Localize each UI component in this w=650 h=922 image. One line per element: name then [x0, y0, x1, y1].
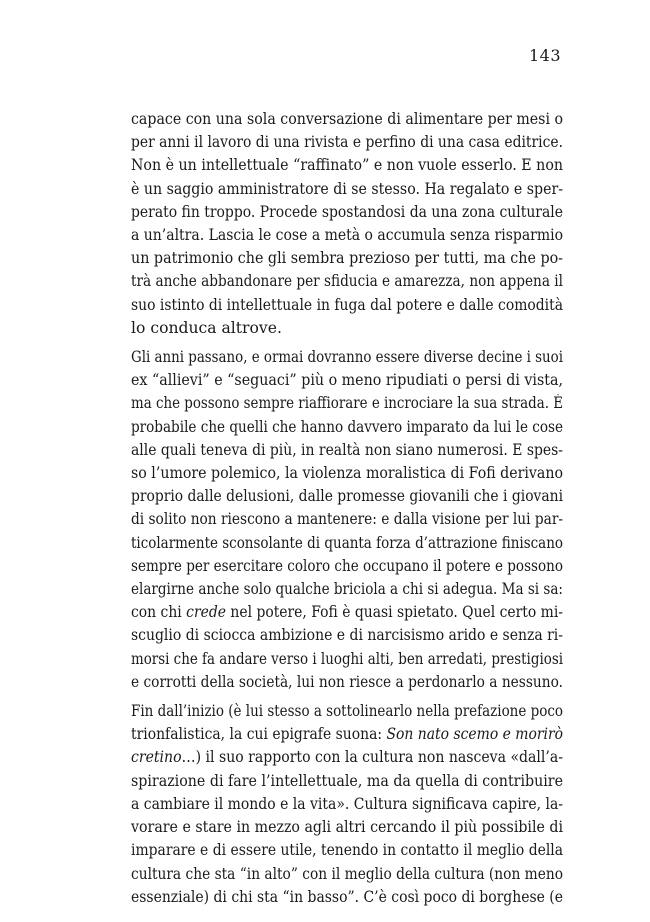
body-text [131, 108, 563, 915]
text-line: suo istinto di intellettuale in fuga dal potere e dalle comodità [131, 295, 564, 314]
italic-text: crede [186, 603, 226, 622]
text-line: Fin dall’inizio (è lui stesso a sottolinearlo nella prefazione poco [131, 702, 564, 721]
text-line: di solito non riescono a mantenere: e dalla visione per lui par- [131, 510, 564, 529]
text-line: un patrimonio che gli sembra prezioso per tutti, ma che po- [131, 249, 564, 268]
text-line: lo conduca altrove. [131, 318, 282, 337]
text-line [131, 723, 563, 746]
text-line: e corrotti della società, lui non riesce a perdonarlo a nessuno. [131, 672, 563, 691]
paragraph-2 [131, 346, 563, 694]
text-line: è un saggio amministratore di se stesso. Ha regalato e sper- [131, 179, 564, 198]
text-line: elargirne anche solo qualche briciola a chi si adegua. Ma si sa: [131, 580, 563, 599]
text-line: ticolarmente sconsolante di quanta forza d’attrazione finiscano [131, 533, 563, 552]
text-segment: …) il suo rapporto con la cultura non nasceva «dall’a- [181, 748, 563, 767]
text-segment: con chi [131, 603, 187, 622]
text-line: essenziale) di chi sta “in basso”. C’è così poco di borghese (e [131, 887, 563, 906]
text-line [131, 746, 563, 769]
paragraph-1 [131, 108, 563, 340]
text-line: probabile che quelli che hanno davvero imparato da lui le cose [131, 417, 564, 436]
text-line: scuglio di sciocca ambizione e di narcisismo arido e senza ri- [131, 626, 563, 645]
text-line: imparare e di essere utile, tenendo in contatto il meglio della [131, 841, 564, 860]
text-line: spirazione di fare l’intellettuale, ma da quella di contribuire [131, 771, 564, 790]
text-line: cultura che sta “in alto” con il meglio della cultura (non meno [131, 864, 564, 883]
text-line: alle quali teneva di più, in realtà non siano numerosi. E spes- [131, 440, 564, 459]
text-line: capace con una sola conversazione di alimentare per mesi o [131, 110, 564, 128]
text-segment: trionfalistica, la cui epigrafe suona: [131, 725, 387, 744]
text-line: per anni il lavoro di una rivista e perfino di una casa editrice. [131, 133, 563, 152]
text-line: vorare e stare in mezzo agli altri cercando il più possibile di [131, 818, 564, 837]
paragraph-3 [131, 700, 563, 909]
text-line: trà anche abbandonare per sfiducia e amarezza, non appena il [131, 272, 564, 291]
text-line: so l’umore polemico, la violenza moralistica di Fofi derivano [131, 464, 564, 483]
text-line: ex “allievi” e “seguaci” più o meno ripudiati o persi di vista, [131, 371, 564, 390]
text-line: morsi che fa andare verso i luoghi alti, ben arredati, prestigiosi [131, 649, 564, 668]
text-line: ma che possono sempre riaffiorare e incrociare la sua strada. È [131, 394, 563, 413]
text-line: proprio dalle delusioni, dalle promesse giovanili che i giovani [131, 487, 564, 506]
text-segment: nel potere, Fofi è quasi spietato. Quel certo mi- [225, 603, 564, 622]
text-line: perato fin troppo. Procede spostandosi da una zona culturale [131, 202, 563, 221]
page-number: 143 [528, 46, 561, 65]
text-line: sempre per esercitare coloro che occupano il potere e possono [131, 556, 563, 575]
text-line: a un’altra. Lascia le cose a metà o accumula senza risparmio [131, 226, 564, 245]
text-line [131, 601, 563, 624]
italic-text: cretino [131, 748, 182, 767]
italic-text: Son nato scemo e morirò [386, 725, 564, 744]
text-line: Gli anni passano, e ormai dovranno essere diverse decine i suoi [131, 348, 564, 367]
text-line: a cambiare il mondo e la vita». Cultura significava capire, la- [131, 794, 564, 813]
text-line: Non è un intellettuale “raffinato” e non vuole esserlo. E non [131, 156, 564, 175]
